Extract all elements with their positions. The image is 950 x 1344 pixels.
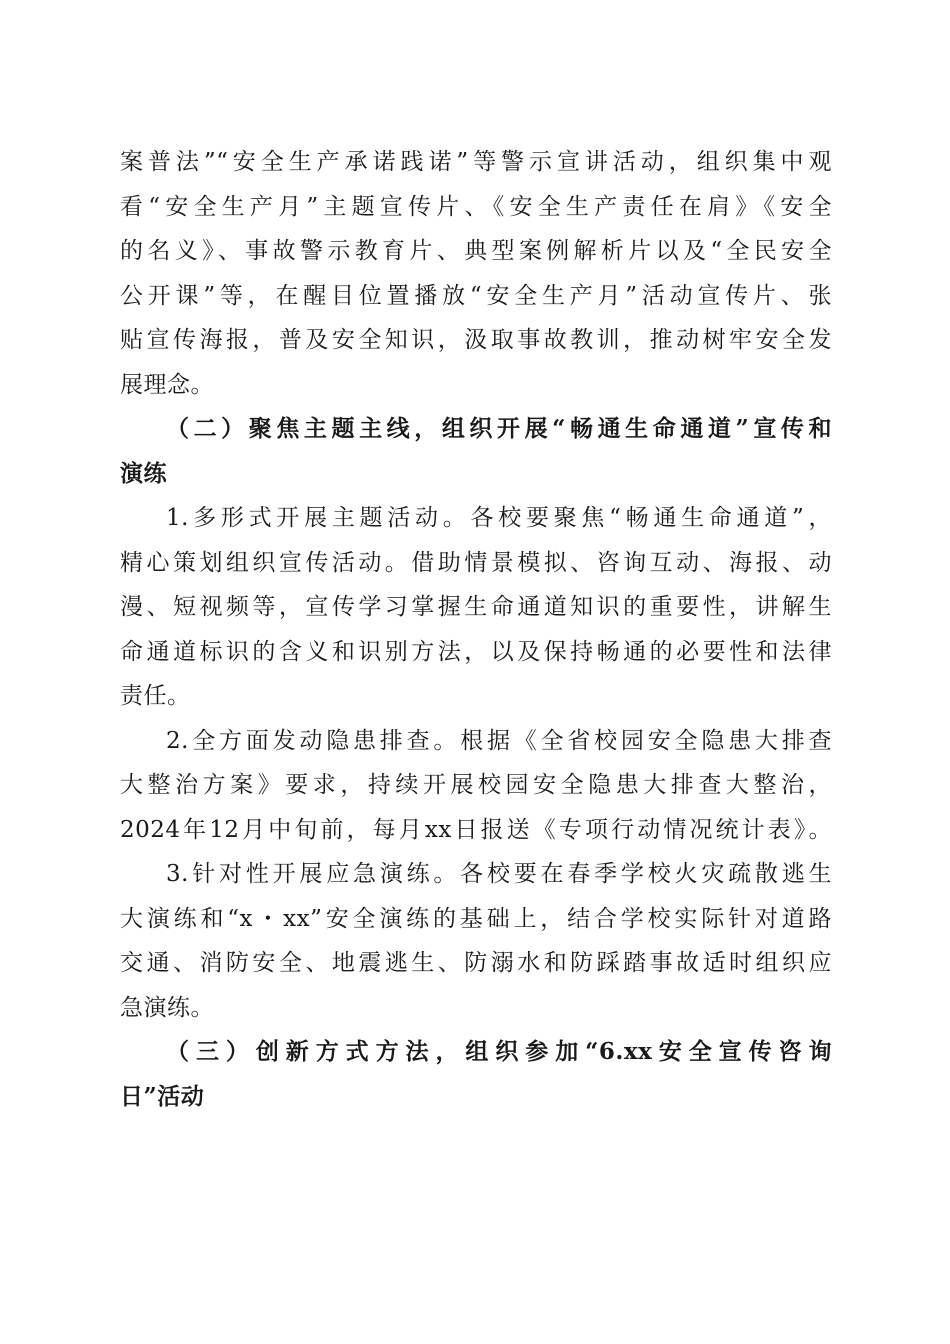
paragraph-line: 漫、短视频等，宣传学习掌握生命通道知识的重要性，讲解生 [120, 594, 832, 620]
paragraph-line: 看“安全生产月”主题宣传片、《安全生产责任在肩》《安全 [120, 193, 832, 220]
paragraph-line: 交通、消防安全、地震逃生、防溺水和防踩踏事故适时组织应 [120, 950, 832, 976]
paragraph-line: 2.全方面发动隐患排查。根据《全省校园安全隐患大排查 [166, 727, 832, 754]
paragraph-line: 的名义》、事故警示教育片、典型案例解析片以及“全民安全 [120, 238, 832, 264]
paragraph-line: 1.多形式开展主题活动。各校要聚焦“畅通生命通道”， [166, 505, 832, 531]
paragraph-line: 急演练。 [120, 994, 214, 1021]
section-heading: 日”活动 [120, 1082, 205, 1110]
paragraph-line: 精心策划组织宣传活动。借助情景模拟、咨询互动、海报、动 [120, 549, 832, 576]
section-heading: （二）聚焦主题主线，组织开展“畅通生命通道”宣传和 [166, 415, 832, 442]
section-heading: 演练 [120, 459, 167, 487]
paragraph-line: 展理念。 [120, 371, 214, 398]
paragraph-line: 2024年12月中旬前，每月xx日报送《专项行动情况统计表》。 [120, 816, 832, 843]
paragraph-line: 命通道标识的含义和识别方法，以及保持畅通的必要性和法律 [120, 638, 832, 665]
paragraph-line: 3.针对性开展应急演练。各校要在春季学校火灾疏散逃生 [166, 861, 832, 887]
section-heading: （三）创新方式方法，组织参加“6.xx安全宣传咨询 [166, 1038, 832, 1065]
paragraph-line: 大整治方案》要求，持续开展校园安全隐患大排查大整治， [120, 772, 832, 798]
paragraph-line: 贴宣传海报，普及安全知识，汲取事故教训，推动树牢安全发 [120, 327, 832, 353]
paragraph-line: 案普法”“安全生产承诺践诺”等警示宣讲活动，组织集中观 [120, 149, 832, 175]
paragraph-line: 大演练和“x・xx”安全演练的基础上，结合学校实际针对道路 [120, 905, 832, 932]
paragraph-line: 责任。 [120, 683, 191, 709]
paragraph-line: 公开课”等，在醒目位置播放“安全生产月”活动宣传片、张 [120, 282, 832, 309]
document-body [120, 140, 832, 1119]
